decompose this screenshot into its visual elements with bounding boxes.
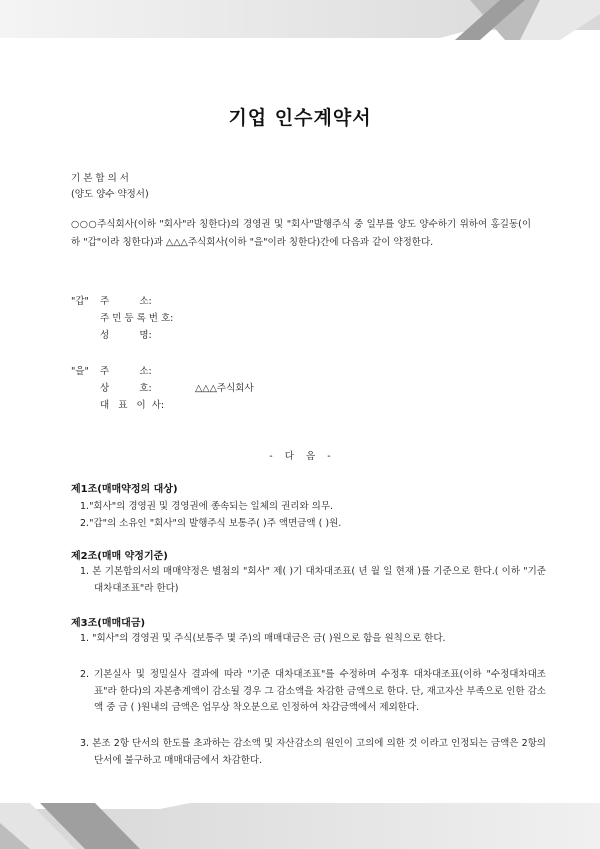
article-3-title: 제3조(매매대금) bbox=[71, 618, 146, 629]
party-gap-label: "갑" bbox=[71, 296, 89, 307]
article-1-item-2: 2."갑"의 소유인 "회사"의 발행주식 보통주( )주 액면금액 ( )원. bbox=[80, 518, 342, 529]
party-gap-resident-number-label: 주 민 등 록 번 호: bbox=[100, 313, 174, 324]
subtitle-basic-agreement: 기 본 합 의 서 bbox=[71, 173, 129, 184]
subtitle-transfer-agreement: (양도 양수 약정서) bbox=[71, 189, 149, 200]
document-title: 기업 인수계약서 bbox=[228, 107, 372, 129]
intro-paragraph: ○○○주식회사(이하 "회사"라 칭한다)의 경영권 및 "회사"발행주식 중 일부를 양도 양수하기 위하여 홍길동(이하 "갑"이라 칭한다)과 △△△주식회사(이하 "을"이라 칭한다)간에 다음과 같이 약정한다. bbox=[71, 219, 531, 248]
article-1-item-1: 1."회사"의 경영권 및 경영권에 종속되는 일체의 권리와 의무. bbox=[80, 501, 334, 512]
article-3-item-3: 3. 본조 2항 단서의 한도를 초과하는 감소액 및 자산감소의 원인이 고의에 의한 것 이라고 인정되는 금액은 2항의 단서에 불구하고 매매대금에서 차감한다. bbox=[80, 738, 546, 766]
article-3-item-1: 1. "회사"의 경영권 및 주식(보통주 몇 주)의 매매대금은 금( )원으로 함을 원칙으로 한다. bbox=[80, 633, 446, 644]
party-gap-address-label: 주 소: bbox=[100, 296, 152, 307]
party-eul-address-label: 주 소: bbox=[100, 366, 152, 377]
article-2-item-1: 1. 본 기본합의서의 매매약정은 별첨의 "회사" 제( )기 대차대조표( 년 월 일 현재 )를 기준으로 한다.( 이하 "기준대차대조표"라 한다) bbox=[80, 566, 546, 594]
article-2-title: 제2조(매매 약정기준) bbox=[71, 551, 168, 562]
article-3-item-2: 2. 기본실사 및 정밀실사 결과에 따라 "기준 대차대조표"를 수정하며 수정후 대차대조표(이하 "수정대차대조표"라 한다)의 자본총계액이 감소될 경우 그 감소액을 차감한 금액으로 한다. 단, 재고자산 부족으로 인한 감소액 중 금 ( )원내의 금액은 업무상 착오분으로 인정하여 차감금액에서 제외한다. bbox=[80, 669, 546, 713]
section-divider-da-eum: - 다 음 - bbox=[269, 451, 331, 462]
party-eul-label: "을" bbox=[71, 366, 89, 377]
article-1-title: 제1조(매매약정의 대상) bbox=[71, 484, 178, 495]
party-eul-representative-label: 대 표 이 사: bbox=[100, 400, 165, 411]
party-gap-name-label: 성 명: bbox=[100, 330, 152, 341]
party-eul-company-value: △△△주식회사 bbox=[195, 383, 254, 394]
party-eul-company-label: 상 호: bbox=[100, 383, 152, 394]
